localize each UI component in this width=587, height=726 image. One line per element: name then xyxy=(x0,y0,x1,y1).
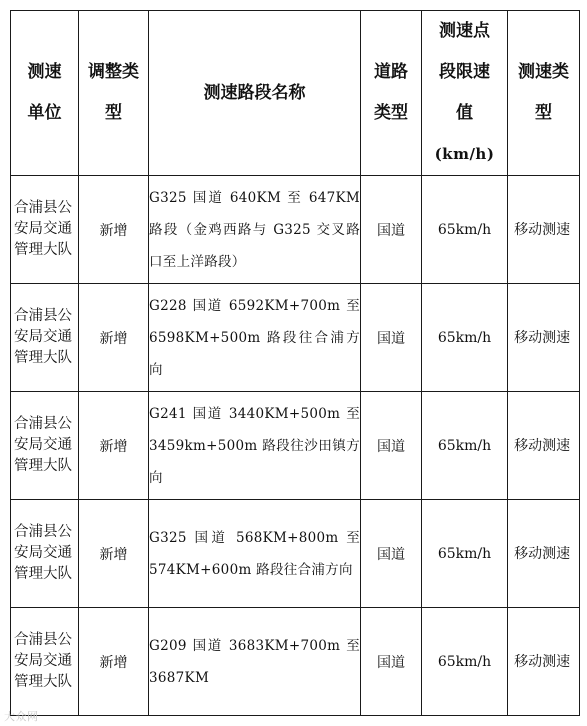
cell-road-name: G325 国道 568KM+800m 至 574KM+600m 路段往合浦方向 xyxy=(149,500,361,608)
cell-road-type: 国道 xyxy=(361,500,422,608)
header-speed-type: 测速类型 xyxy=(508,11,580,176)
table-row xyxy=(11,176,580,284)
cell-road-type: 国道 xyxy=(361,176,422,284)
cell-speed-type: 移动测速 xyxy=(508,608,580,716)
speed-camera-table xyxy=(10,10,580,716)
cell-road-type: 国道 xyxy=(361,392,422,500)
cell-speed-type: 移动测速 xyxy=(508,176,580,284)
cell-road-type: 国道 xyxy=(361,608,422,716)
header-speed-limit: 测速点段限速值 (km/h) xyxy=(422,11,508,176)
cell-speed-limit: 65km/h xyxy=(422,176,508,284)
header-road-name: 测速路段名称 xyxy=(149,11,361,176)
cell-unit: 合浦县公安局交通管理大队 xyxy=(11,176,79,284)
cell-speed-limit: 65km/h xyxy=(422,500,508,608)
table-row xyxy=(11,608,580,716)
cell-speed-type: 移动测速 xyxy=(508,392,580,500)
header-adjust-type: 调整类型 xyxy=(79,11,149,176)
cell-speed-type: 移动测速 xyxy=(508,500,580,608)
cell-road-type: 国道 xyxy=(361,284,422,392)
cell-speed-limit: 65km/h xyxy=(422,608,508,716)
cell-adjust-type: 新增 xyxy=(79,284,149,392)
header-unit: 测速单位 xyxy=(11,11,79,176)
cell-speed-type: 移动测速 xyxy=(508,284,580,392)
cell-unit: 合浦县公安局交通管理大队 xyxy=(11,608,79,716)
cell-road-name: G325 国道 640KM 至 647KM 路段（金鸡西路与 G325 交叉路口至上洋路段） xyxy=(149,176,361,284)
cell-adjust-type: 新增 xyxy=(79,500,149,608)
cell-speed-limit: 65km/h xyxy=(422,392,508,500)
header-row xyxy=(11,11,580,176)
header-road-type: 道路类型 xyxy=(361,11,422,176)
table-row xyxy=(11,284,580,392)
cell-unit: 合浦县公安局交通管理大队 xyxy=(11,284,79,392)
cell-adjust-type: 新增 xyxy=(79,176,149,284)
cell-road-name: G228 国道 6592KM+700m 至 6598KM+500m 路段往合浦方向 xyxy=(149,284,361,392)
cell-adjust-type: 新增 xyxy=(79,608,149,716)
header-speed-limit-unit: (km/h) xyxy=(434,145,495,163)
table-row xyxy=(11,500,580,608)
cell-unit: 合浦县公安局交通管理大队 xyxy=(11,500,79,608)
table-row xyxy=(11,392,580,500)
cell-unit: 合浦县公安局交通管理大队 xyxy=(11,392,79,500)
watermark: 大众网 xyxy=(4,710,39,723)
cell-road-name: G241 国道 3440KM+500m 至 3459km+500m 路段往沙田镇方向 xyxy=(149,392,361,500)
cell-speed-limit: 65km/h xyxy=(422,284,508,392)
cell-road-name: G209 国道 3683KM+700m 至 3687KM xyxy=(149,608,361,716)
cell-adjust-type: 新增 xyxy=(79,392,149,500)
